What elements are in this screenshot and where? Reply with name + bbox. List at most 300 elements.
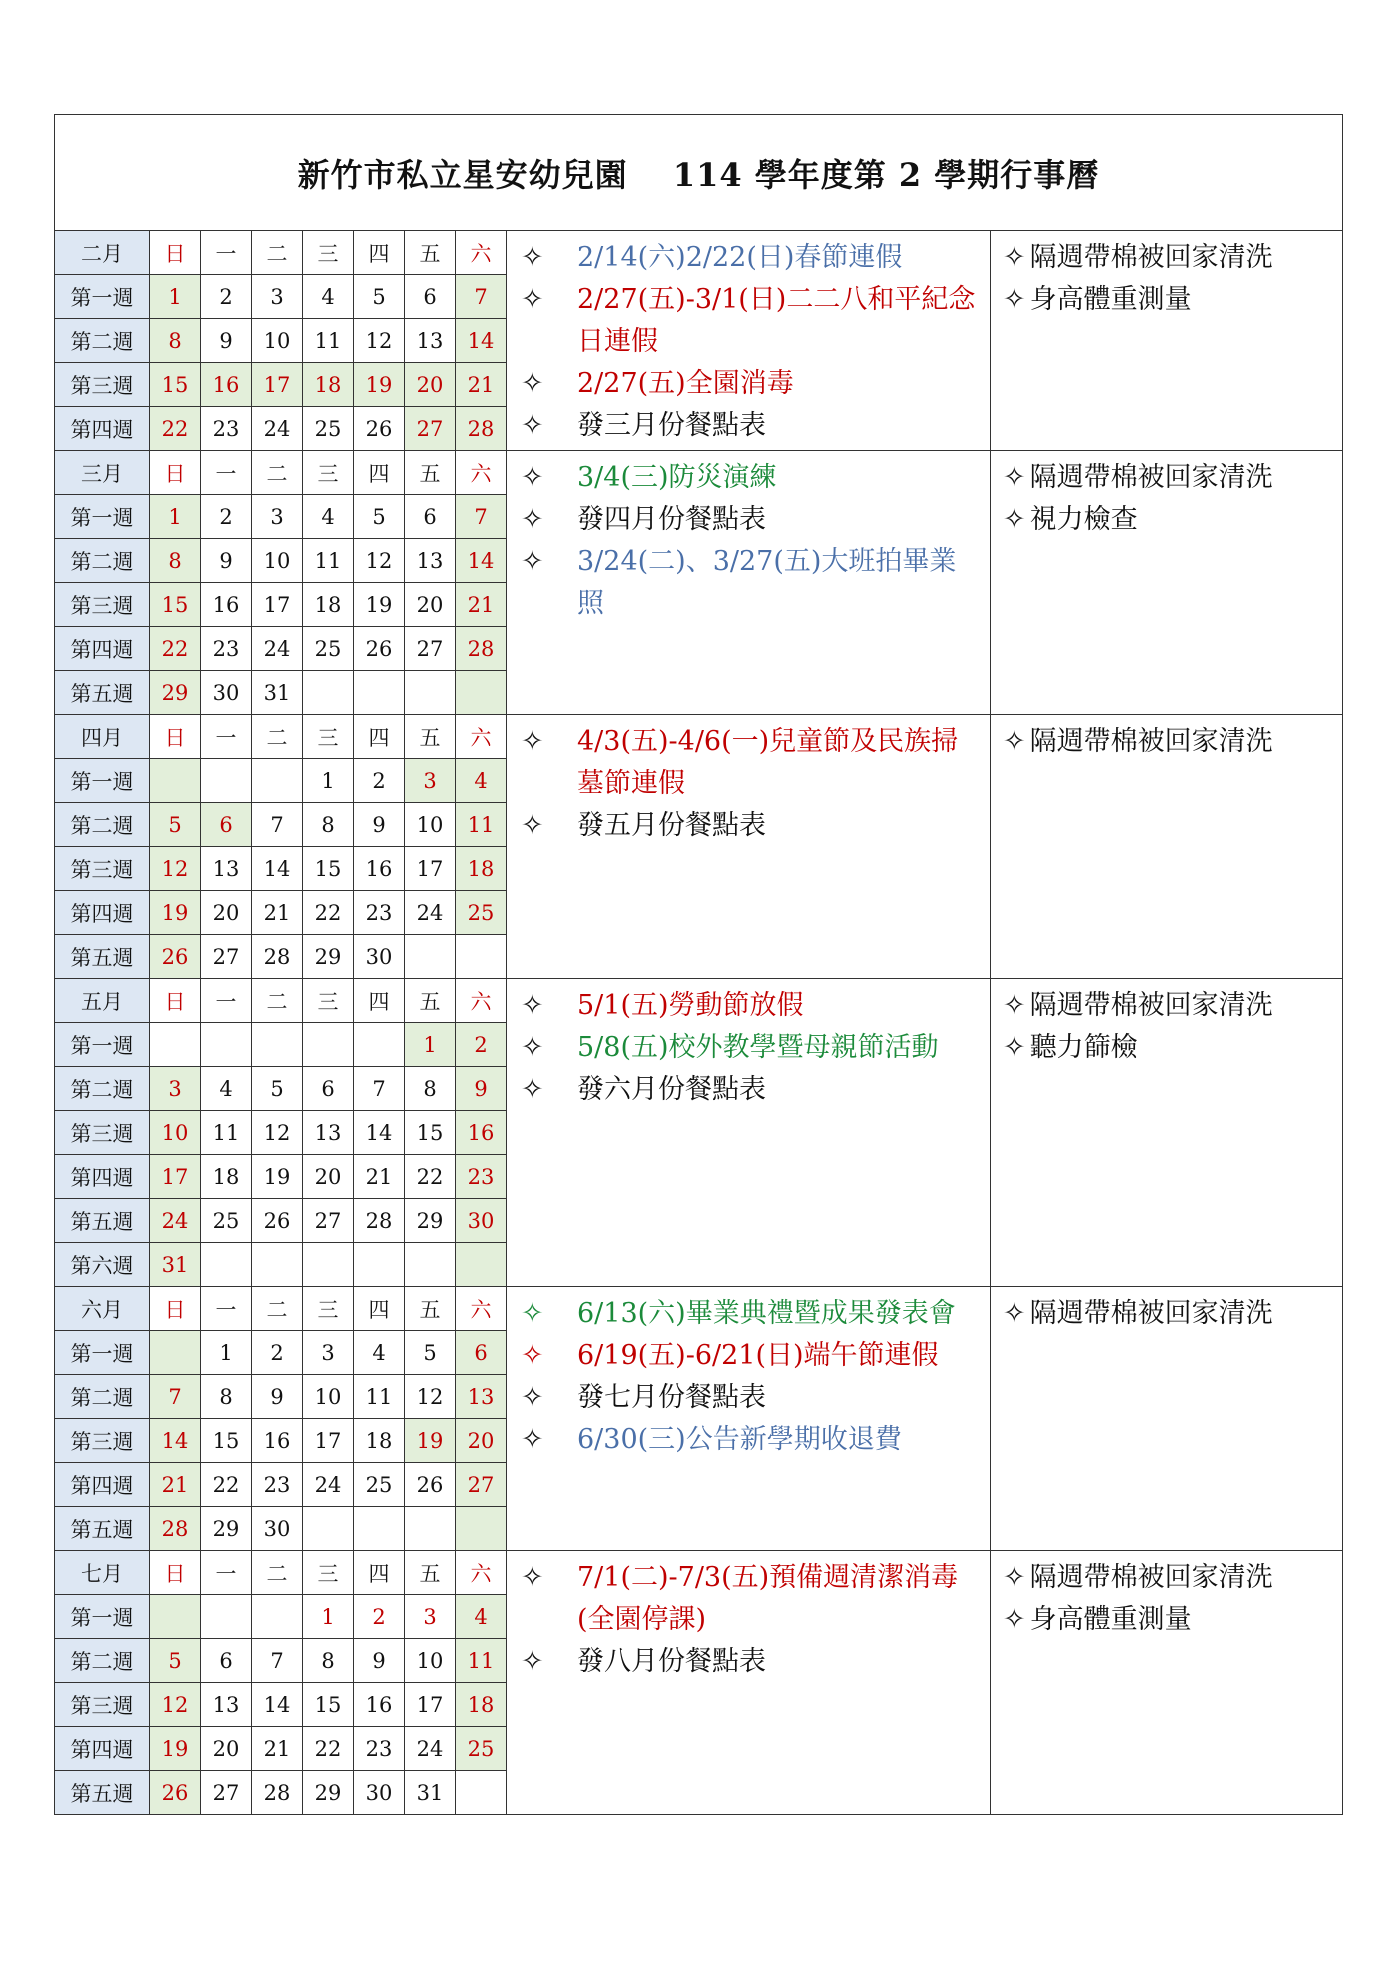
day-cell: 20 xyxy=(405,583,456,627)
day-cell: 24 xyxy=(252,627,303,671)
weekday-header: 三 xyxy=(303,1287,354,1331)
day-cell: 14 xyxy=(354,1111,405,1155)
weekday-header: 四 xyxy=(354,231,405,275)
day-cell: 27 xyxy=(201,935,252,979)
day-cell: 19 xyxy=(150,891,201,935)
week-label: 第三週 xyxy=(55,1683,150,1727)
weekday-header: 二 xyxy=(252,715,303,759)
week-row xyxy=(55,1199,506,1243)
event-text: 6/13(六)畢業典禮暨成果發表會 xyxy=(577,1298,956,1329)
day-cell: 21 xyxy=(354,1155,405,1199)
note-item xyxy=(1003,279,1336,321)
day-cell: 6 xyxy=(405,275,456,319)
day-cell: 13 xyxy=(405,319,456,363)
day-cell: 30 xyxy=(252,1507,303,1551)
day-cell: 17 xyxy=(252,363,303,407)
day-cell: 26 xyxy=(150,1771,201,1815)
day-cell: 27 xyxy=(405,407,456,451)
day-cell xyxy=(201,1243,252,1287)
month-name: 七月 xyxy=(55,1551,150,1595)
day-cell: 4 xyxy=(303,275,354,319)
day-cell: 16 xyxy=(354,847,405,891)
week-row xyxy=(55,319,506,363)
day-cell: 30 xyxy=(456,1199,507,1243)
day-cell: 9 xyxy=(201,539,252,583)
week-label: 第三週 xyxy=(55,1419,150,1463)
event-text: 6/30(三)公告新學期收退費 xyxy=(577,1424,902,1455)
month-calendar xyxy=(55,1287,506,1550)
weekday-header: 五 xyxy=(405,231,456,275)
day-cell xyxy=(252,1595,303,1639)
event-item xyxy=(521,985,982,1027)
day-cell xyxy=(405,1243,456,1287)
week-row xyxy=(55,1771,506,1815)
note-text: 隔週帶棉被回家清洗 xyxy=(1029,462,1273,493)
day-cell: 4 xyxy=(456,1595,507,1639)
day-cell: 28 xyxy=(252,1771,303,1815)
day-cell: 28 xyxy=(456,627,507,671)
event-text: 3/24(二)、3/27(五)大班拍畢業照 xyxy=(577,546,957,619)
day-cell: 24 xyxy=(405,891,456,935)
day-cell: 17 xyxy=(303,1419,354,1463)
day-cell: 23 xyxy=(456,1155,507,1199)
day-cell: 10 xyxy=(252,539,303,583)
day-cell: 21 xyxy=(252,1727,303,1771)
day-cell: 6 xyxy=(201,803,252,847)
note-text: 隔週帶棉被回家清洗 xyxy=(1029,1298,1273,1329)
day-cell: 28 xyxy=(456,407,507,451)
week-row xyxy=(55,671,506,715)
star-bullet-icon: ✧ xyxy=(1003,1562,1026,1593)
weekday-header-row xyxy=(55,979,506,1023)
day-cell xyxy=(252,1243,303,1287)
day-cell: 30 xyxy=(354,935,405,979)
day-cell: 7 xyxy=(456,495,507,539)
event-text: 發四月份餐點表 xyxy=(577,504,766,535)
day-cell: 4 xyxy=(354,1331,405,1375)
events-column xyxy=(506,1287,991,1550)
week-row xyxy=(55,1331,506,1375)
day-cell: 1 xyxy=(150,495,201,539)
star-bullet-icon: ✧ xyxy=(521,810,544,841)
day-cell: 9 xyxy=(354,1639,405,1683)
day-cell: 8 xyxy=(150,319,201,363)
month-name: 五月 xyxy=(55,979,150,1023)
week-label: 第四週 xyxy=(55,1463,150,1507)
day-cell: 2 xyxy=(354,1595,405,1639)
event-item xyxy=(521,363,982,405)
day-cell: 7 xyxy=(456,275,507,319)
months-container xyxy=(55,231,1342,1814)
weekday-header: 三 xyxy=(303,715,354,759)
day-cell: 25 xyxy=(354,1463,405,1507)
day-cell xyxy=(150,759,201,803)
day-cell: 12 xyxy=(252,1111,303,1155)
day-cell: 31 xyxy=(252,671,303,715)
day-cell: 19 xyxy=(405,1419,456,1463)
week-row xyxy=(55,1419,506,1463)
star-bullet-icon: ✧ xyxy=(1003,1298,1026,1329)
weekday-header: 一 xyxy=(201,715,252,759)
weekday-header: 三 xyxy=(303,1551,354,1595)
day-cell: 21 xyxy=(252,891,303,935)
weekday-header-row xyxy=(55,231,506,275)
month-calendar xyxy=(55,1551,506,1814)
day-cell: 22 xyxy=(303,1727,354,1771)
day-cell: 3 xyxy=(303,1331,354,1375)
day-cell: 28 xyxy=(354,1199,405,1243)
week-row xyxy=(55,1243,506,1287)
month-name: 四月 xyxy=(55,715,150,759)
event-item xyxy=(521,1419,982,1461)
week-row xyxy=(55,803,506,847)
star-bullet-icon: ✧ xyxy=(1003,462,1026,493)
star-bullet-icon: ✧ xyxy=(521,990,544,1021)
weekday-header: 一 xyxy=(201,1551,252,1595)
event-item xyxy=(521,457,982,499)
week-row xyxy=(55,1595,506,1639)
day-cell: 16 xyxy=(201,363,252,407)
month-name: 二月 xyxy=(55,231,150,275)
event-item xyxy=(521,499,982,541)
day-cell: 17 xyxy=(405,847,456,891)
day-cell: 29 xyxy=(303,935,354,979)
star-bullet-icon: ✧ xyxy=(521,1382,544,1413)
week-label: 第二週 xyxy=(55,539,150,583)
day-cell: 19 xyxy=(354,583,405,627)
week-row xyxy=(55,1639,506,1683)
weekday-header: 五 xyxy=(405,1287,456,1331)
weekday-header: 四 xyxy=(354,1287,405,1331)
week-label: 第一週 xyxy=(55,1331,150,1375)
event-text: 發七月份餐點表 xyxy=(577,1382,766,1413)
day-cell: 8 xyxy=(303,803,354,847)
note-item xyxy=(1003,457,1336,499)
day-cell: 18 xyxy=(303,363,354,407)
month-block xyxy=(55,1287,1342,1551)
note-item xyxy=(1003,721,1336,763)
event-item xyxy=(521,805,982,847)
weekday-header-row xyxy=(55,451,506,495)
day-cell: 25 xyxy=(456,1727,507,1771)
day-cell: 31 xyxy=(150,1243,201,1287)
day-cell: 28 xyxy=(150,1507,201,1551)
day-cell: 2 xyxy=(252,1331,303,1375)
day-cell: 21 xyxy=(456,583,507,627)
week-label: 第三週 xyxy=(55,583,150,627)
star-bullet-icon: ✧ xyxy=(1003,990,1026,1021)
note-text: 身高體重測量 xyxy=(1029,284,1192,315)
event-text: 發三月份餐點表 xyxy=(577,410,766,441)
day-cell: 10 xyxy=(150,1111,201,1155)
week-row xyxy=(55,847,506,891)
week-label: 第五週 xyxy=(55,1199,150,1243)
week-label: 第四週 xyxy=(55,407,150,451)
day-cell: 1 xyxy=(201,1331,252,1375)
day-cell xyxy=(201,1595,252,1639)
star-bullet-icon: ✧ xyxy=(521,1074,544,1105)
day-cell: 11 xyxy=(303,539,354,583)
month-name: 三月 xyxy=(55,451,150,495)
day-cell: 30 xyxy=(354,1771,405,1815)
day-cell: 18 xyxy=(354,1419,405,1463)
week-label: 第四週 xyxy=(55,1155,150,1199)
notes-column xyxy=(991,1551,1342,1814)
day-cell: 24 xyxy=(405,1727,456,1771)
notes-column xyxy=(991,1287,1342,1550)
weekday-header: 六 xyxy=(456,979,507,1023)
star-bullet-icon: ✧ xyxy=(521,242,544,273)
day-cell: 23 xyxy=(354,1727,405,1771)
month-calendar xyxy=(55,451,506,714)
week-row xyxy=(55,1155,506,1199)
day-cell: 5 xyxy=(405,1331,456,1375)
weekday-header: 六 xyxy=(456,1551,507,1595)
weekday-header: 四 xyxy=(354,715,405,759)
weekday-header: 一 xyxy=(201,231,252,275)
events-column xyxy=(506,715,991,978)
day-cell: 22 xyxy=(150,627,201,671)
week-label: 第二週 xyxy=(55,803,150,847)
notes-column xyxy=(991,451,1342,714)
weekday-header: 一 xyxy=(201,1287,252,1331)
month-block xyxy=(55,979,1342,1287)
week-row xyxy=(55,583,506,627)
day-cell xyxy=(303,1507,354,1551)
day-cell: 24 xyxy=(252,407,303,451)
day-cell: 19 xyxy=(354,363,405,407)
weekday-header: 日 xyxy=(150,979,201,1023)
day-cell: 8 xyxy=(303,1639,354,1683)
week-label: 第三週 xyxy=(55,363,150,407)
event-text: 2/27(五)全園消毒 xyxy=(577,368,794,399)
day-cell: 15 xyxy=(150,363,201,407)
day-cell: 8 xyxy=(201,1375,252,1419)
day-cell: 15 xyxy=(405,1111,456,1155)
weekday-header: 一 xyxy=(201,979,252,1023)
weekday-header: 二 xyxy=(252,1551,303,1595)
event-text: 4/3(五)-4/6(一)兒童節及民族掃墓節連假 xyxy=(577,726,959,799)
note-text: 隔週帶棉被回家清洗 xyxy=(1029,242,1273,273)
day-cell xyxy=(354,671,405,715)
day-cell: 3 xyxy=(252,275,303,319)
events-column xyxy=(506,231,991,450)
day-cell xyxy=(405,1507,456,1551)
day-cell: 22 xyxy=(303,891,354,935)
star-bullet-icon: ✧ xyxy=(1003,242,1026,273)
week-label: 第二週 xyxy=(55,319,150,363)
month-block xyxy=(55,231,1342,451)
weekday-header: 五 xyxy=(405,715,456,759)
event-item xyxy=(521,1293,982,1335)
star-bullet-icon: ✧ xyxy=(521,1032,544,1063)
day-cell: 22 xyxy=(405,1155,456,1199)
day-cell: 15 xyxy=(303,1683,354,1727)
day-cell xyxy=(252,759,303,803)
day-cell: 18 xyxy=(201,1155,252,1199)
note-text: 身高體重測量 xyxy=(1029,1604,1192,1635)
day-cell: 28 xyxy=(252,935,303,979)
weekday-header: 六 xyxy=(456,231,507,275)
day-cell: 30 xyxy=(201,671,252,715)
day-cell: 13 xyxy=(201,1683,252,1727)
day-cell: 3 xyxy=(405,1595,456,1639)
day-cell: 18 xyxy=(456,847,507,891)
day-cell xyxy=(456,1243,507,1287)
week-label: 第五週 xyxy=(55,1507,150,1551)
day-cell: 26 xyxy=(405,1463,456,1507)
week-row xyxy=(55,1727,506,1771)
weekday-header: 一 xyxy=(201,451,252,495)
page-title: 新竹市私立星安幼兒園 114 學年度第 2 學期行事曆 xyxy=(297,155,1100,194)
day-cell: 10 xyxy=(405,1639,456,1683)
day-cell: 26 xyxy=(150,935,201,979)
week-row xyxy=(55,891,506,935)
day-cell: 11 xyxy=(303,319,354,363)
weekday-header: 六 xyxy=(456,715,507,759)
event-item xyxy=(521,237,982,279)
day-cell: 17 xyxy=(252,583,303,627)
star-bullet-icon: ✧ xyxy=(521,504,544,535)
day-cell: 1 xyxy=(303,1595,354,1639)
week-row xyxy=(55,275,506,319)
weekday-header: 四 xyxy=(354,1551,405,1595)
week-row xyxy=(55,1375,506,1419)
week-row xyxy=(55,1067,506,1111)
note-text: 聽力篩檢 xyxy=(1029,1032,1138,1063)
day-cell: 4 xyxy=(456,759,507,803)
day-cell xyxy=(303,1023,354,1067)
weekday-header: 日 xyxy=(150,231,201,275)
day-cell: 27 xyxy=(201,1771,252,1815)
note-text: 隔週帶棉被回家清洗 xyxy=(1029,726,1273,757)
star-bullet-icon: ✧ xyxy=(521,1298,544,1329)
day-cell xyxy=(201,759,252,803)
day-cell: 14 xyxy=(252,847,303,891)
day-cell: 16 xyxy=(456,1111,507,1155)
day-cell: 12 xyxy=(354,319,405,363)
event-text: 5/1(五)勞動節放假 xyxy=(577,990,804,1021)
day-cell: 27 xyxy=(456,1463,507,1507)
day-cell: 2 xyxy=(201,275,252,319)
day-cell: 13 xyxy=(456,1375,507,1419)
day-cell: 10 xyxy=(405,803,456,847)
event-item xyxy=(521,1377,982,1419)
event-item xyxy=(521,1069,982,1111)
day-cell: 14 xyxy=(456,539,507,583)
event-item xyxy=(521,1335,982,1377)
note-item xyxy=(1003,237,1336,279)
day-cell: 10 xyxy=(252,319,303,363)
day-cell: 25 xyxy=(303,407,354,451)
day-cell: 23 xyxy=(252,1463,303,1507)
note-item xyxy=(1003,1599,1336,1641)
week-row xyxy=(55,407,506,451)
day-cell: 5 xyxy=(150,803,201,847)
star-bullet-icon: ✧ xyxy=(1003,284,1026,315)
star-bullet-icon: ✧ xyxy=(521,410,544,441)
weekday-header: 三 xyxy=(303,451,354,495)
week-label: 第二週 xyxy=(55,1375,150,1419)
day-cell: 4 xyxy=(201,1067,252,1111)
day-cell: 14 xyxy=(456,319,507,363)
weekday-header: 日 xyxy=(150,1551,201,1595)
note-item xyxy=(1003,985,1336,1027)
notes-column xyxy=(991,231,1342,450)
day-cell: 10 xyxy=(303,1375,354,1419)
star-bullet-icon: ✧ xyxy=(1003,504,1026,535)
event-item xyxy=(521,1641,982,1683)
day-cell: 5 xyxy=(354,495,405,539)
events-column xyxy=(506,451,991,714)
day-cell: 1 xyxy=(303,759,354,803)
day-cell: 26 xyxy=(354,627,405,671)
day-cell xyxy=(303,671,354,715)
month-calendar xyxy=(55,231,506,450)
star-bullet-icon: ✧ xyxy=(1003,726,1026,757)
star-bullet-icon: ✧ xyxy=(521,462,544,493)
day-cell: 13 xyxy=(303,1111,354,1155)
day-cell: 16 xyxy=(354,1683,405,1727)
day-cell xyxy=(354,1023,405,1067)
day-cell: 17 xyxy=(405,1683,456,1727)
day-cell: 20 xyxy=(405,363,456,407)
day-cell: 13 xyxy=(201,847,252,891)
day-cell xyxy=(150,1595,201,1639)
day-cell: 12 xyxy=(354,539,405,583)
week-row xyxy=(55,627,506,671)
week-row xyxy=(55,1111,506,1155)
day-cell: 15 xyxy=(150,583,201,627)
week-label: 第三週 xyxy=(55,847,150,891)
note-text: 視力檢查 xyxy=(1029,504,1138,535)
day-cell: 21 xyxy=(150,1463,201,1507)
day-cell: 15 xyxy=(303,847,354,891)
event-item xyxy=(521,279,982,363)
notes-column xyxy=(991,715,1342,978)
week-row xyxy=(55,759,506,803)
star-bullet-icon: ✧ xyxy=(521,284,544,315)
day-cell xyxy=(201,1023,252,1067)
star-bullet-icon: ✧ xyxy=(1003,1032,1026,1063)
day-cell: 11 xyxy=(201,1111,252,1155)
day-cell: 29 xyxy=(303,1771,354,1815)
day-cell: 29 xyxy=(405,1199,456,1243)
day-cell: 26 xyxy=(354,407,405,451)
calendar-sheet xyxy=(54,114,1343,1815)
week-row xyxy=(55,1463,506,1507)
day-cell: 1 xyxy=(150,275,201,319)
week-label: 第三週 xyxy=(55,1111,150,1155)
week-label: 第四週 xyxy=(55,891,150,935)
day-cell xyxy=(456,1507,507,1551)
weekday-header: 二 xyxy=(252,1287,303,1331)
note-text: 隔週帶棉被回家清洗 xyxy=(1029,990,1273,1021)
day-cell xyxy=(354,1507,405,1551)
weekday-header: 五 xyxy=(405,451,456,495)
day-cell: 9 xyxy=(201,319,252,363)
day-cell: 20 xyxy=(201,1727,252,1771)
star-bullet-icon: ✧ xyxy=(521,1562,544,1593)
day-cell: 11 xyxy=(354,1375,405,1419)
day-cell: 23 xyxy=(201,407,252,451)
day-cell: 7 xyxy=(354,1067,405,1111)
weekday-header-row xyxy=(55,1287,506,1331)
day-cell: 3 xyxy=(405,759,456,803)
weekday-header: 二 xyxy=(252,979,303,1023)
day-cell xyxy=(303,1243,354,1287)
day-cell: 3 xyxy=(252,495,303,539)
